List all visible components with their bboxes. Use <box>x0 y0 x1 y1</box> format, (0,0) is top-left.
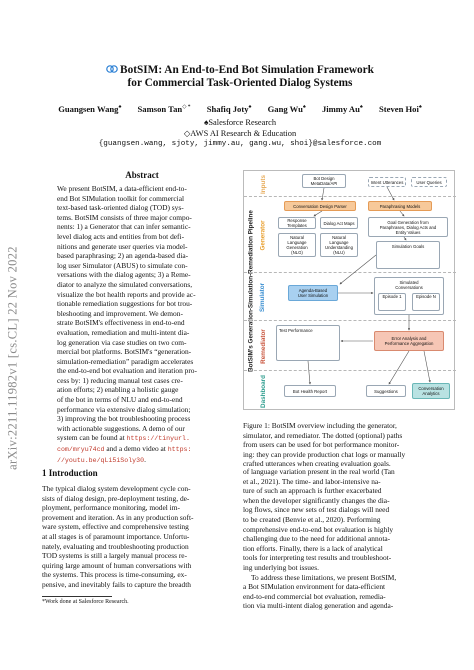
box-suggestions: Suggestions <box>366 385 406 397</box>
box-user-queries: User Queries <box>411 177 447 187</box>
author: Steven Hoi♠ <box>379 104 422 114</box>
arxiv-id: arXiv:2211.11982v1 [cs.CL] 22 Nov 2022 <box>5 246 20 470</box>
figure-caption: Figure 1: BotSIM overview including the generator, simulator, and remediator. The dotted (optional) paths from users can be used for bot performance monitor- ing: they can provide production chat logs or manually crafted utterances when creating evaluation goals. <box>243 421 406 469</box>
paper-title <box>60 64 420 90</box>
box-bot-design: Bot Design MetaData/API <box>302 174 346 188</box>
box-nlg: Natural Language Generation (NLG) <box>278 233 316 257</box>
video-link[interactable]: https: <box>167 446 192 454</box>
box-response-templates: Response Templates <box>278 217 316 229</box>
box-conversation-analytics: Conversation Analytics <box>412 383 450 399</box>
author-emails: {guangsen.wang, sjoty, jimmy.au, gang.wu, shoi}@salesforce.com <box>98 140 382 148</box>
author: Shafiq Joty♠ <box>206 104 252 114</box>
label-simulator: Simulator <box>259 282 267 312</box>
figure-1 <box>243 170 455 410</box>
author-list <box>40 104 440 114</box>
pipeline-label: BotSIM's Generation-Simulation-Remediation Pipeline <box>247 210 255 372</box>
demo-link[interactable]: https://tinyurl. <box>126 435 190 443</box>
abstract-body: We present BotSIM, a data-efficient end-to- end Bot SIMulation toolkit for commercial text-based task-oriented dialog (TOD) sys- tems. BotSIM consists of three major compo- nents: 1) a Generator that can infer semantic- level dialog acts and entities from bot defi- nitions and generate user queries via model- based paraphrasing; 2) an agenda-based dia- log user Simulator (ABUS) to simulate con- versations with the dialog agents; 3) a Reme- diator to analyze the simulated conversations, visualize the bot health reports and provide ac- tionable remediation suggestions for bot trou- bleshooting and improvement. We demon- strate BotSIM's effectiveness in end-to-end evaluation, remediation and multi-intent dia- log generation via case studies on two com- mercial bot platforms. BotSIM's “generation- simulation-remediation” paradigm accelerates the end-to-end bot evaluation and iteration pro- cess by: 1) reducing manual test cases cre- ation efforts; 2) enabling a holistic gauge of the bot in terms of NLU and end-to-end performance via extensive dialog simulation; 3) improving the bot troubleshooting process with actionable suggestions. A demo of our system can be found at https://tinyurl. com/mryu74cd and a demo video at https: //youtu.be/qLi5iSoly30. <box>57 184 197 464</box>
intro-body: The typical dialog system development cycle con- sists of dialog design, pre-deployment testing, de- ployment, performance monitoring, model im- provement and iteration. As in any production soft- ware system, effective and comprehensive testing at all stages is of paramount importance. Unfortu- nately, evaluating and troubleshooting production TOD systems is still a largely manual process re- quiring large amount of human conversations with the systems. This process is time-consuming, ex- pensive, and inevitably fails to capture the breadth <box>42 484 194 589</box>
box-nlu: Natural Language Understanding (NLU) <box>320 233 358 257</box>
abstract-heading: Abstract <box>125 170 159 180</box>
box-simulated-conversations: Simulated Conversations <box>374 277 444 315</box>
footnote: *Work done at Salesforce Research. <box>42 599 129 605</box>
label-generator: Generator <box>259 219 267 251</box>
video-link-cont[interactable]: //youtu.be/qLi5iSoly30 <box>57 456 145 464</box>
affiliations <box>40 118 440 139</box>
label-dashboard: Dashboard <box>259 374 267 408</box>
box-paraphrasing-models: Paraphrasing Models <box>368 201 432 211</box>
box-dialog-act-maps: Dialog Act Maps <box>320 217 358 229</box>
box-conversation-parser: Conversation Design Parser <box>284 201 356 211</box>
intro-heading: 1 Introduction <box>42 468 98 478</box>
botsim-logo-icon <box>106 64 118 74</box>
box-error-analysis: Error Analysis and Performance Aggregation <box>374 331 444 351</box>
label-inputs: Inputs <box>259 174 267 194</box>
footnote-rule <box>42 596 112 597</box>
author: Guangsen Wang♠ <box>58 104 122 114</box>
author: Samson Tan◇ * <box>137 104 191 114</box>
label-remediator: Remediator <box>259 328 267 364</box>
author: Jimmy Au♠ <box>321 104 363 114</box>
title-line-2: for Commercial Task-Oriented Dialog Systems <box>127 77 353 89</box>
figure-arrows <box>244 171 456 411</box>
box-agenda-abus: Agenda-Based User Simulation <box>288 285 338 301</box>
box-intent-utterances: Intent Utterances <box>368 177 406 187</box>
demo-link-cont[interactable]: com/mryu74cd <box>57 446 105 454</box>
title-line-1: BotSIM: An End-to-End Bot Simulation Framework <box>120 64 374 76</box>
intro-continued: of language variation present in the real world (Tan et al., 2021). The time- and labor-intensive na- ture of such an approach is further exacerbated when the developer significantly changes the dia- log flows, since new sets of test dialogs will need to be created (Benvie et al., 2020). Performing comprehensive end-to-end bot evaluation is highly challenging due to the need for additional annota- tion efforts. Finally, there is a lack of analytical tools for interpreting test results and troubleshoot- ing underlying bot issues. To address these limitations, we present BotSIM, a Bot SIMulation environment for data-efficient end-to-end commercial bot evaluation, remedia- tion via multi-intent dialog generation and agenda- <box>243 467 397 611</box>
box-goal-generation: Goal Generation from Paraphrases, Dialog Acts and Entity Values <box>368 217 448 237</box>
episode-n: Episode N <box>412 293 440 311</box>
author: Gang Wu♠ <box>267 104 306 114</box>
box-simulation-goals: Simulation Goals <box>376 241 440 269</box>
box-test-performance: Test Performance <box>276 325 340 361</box>
episode-1: Episode 1 <box>378 293 406 311</box>
box-bot-health-report: Bot Health Report <box>284 385 336 397</box>
affiliation: ◇AWS AI Research & Education <box>183 128 297 138</box>
arxiv-stamp <box>4 208 22 508</box>
affiliation: ♠Salesforce Research <box>203 118 277 127</box>
